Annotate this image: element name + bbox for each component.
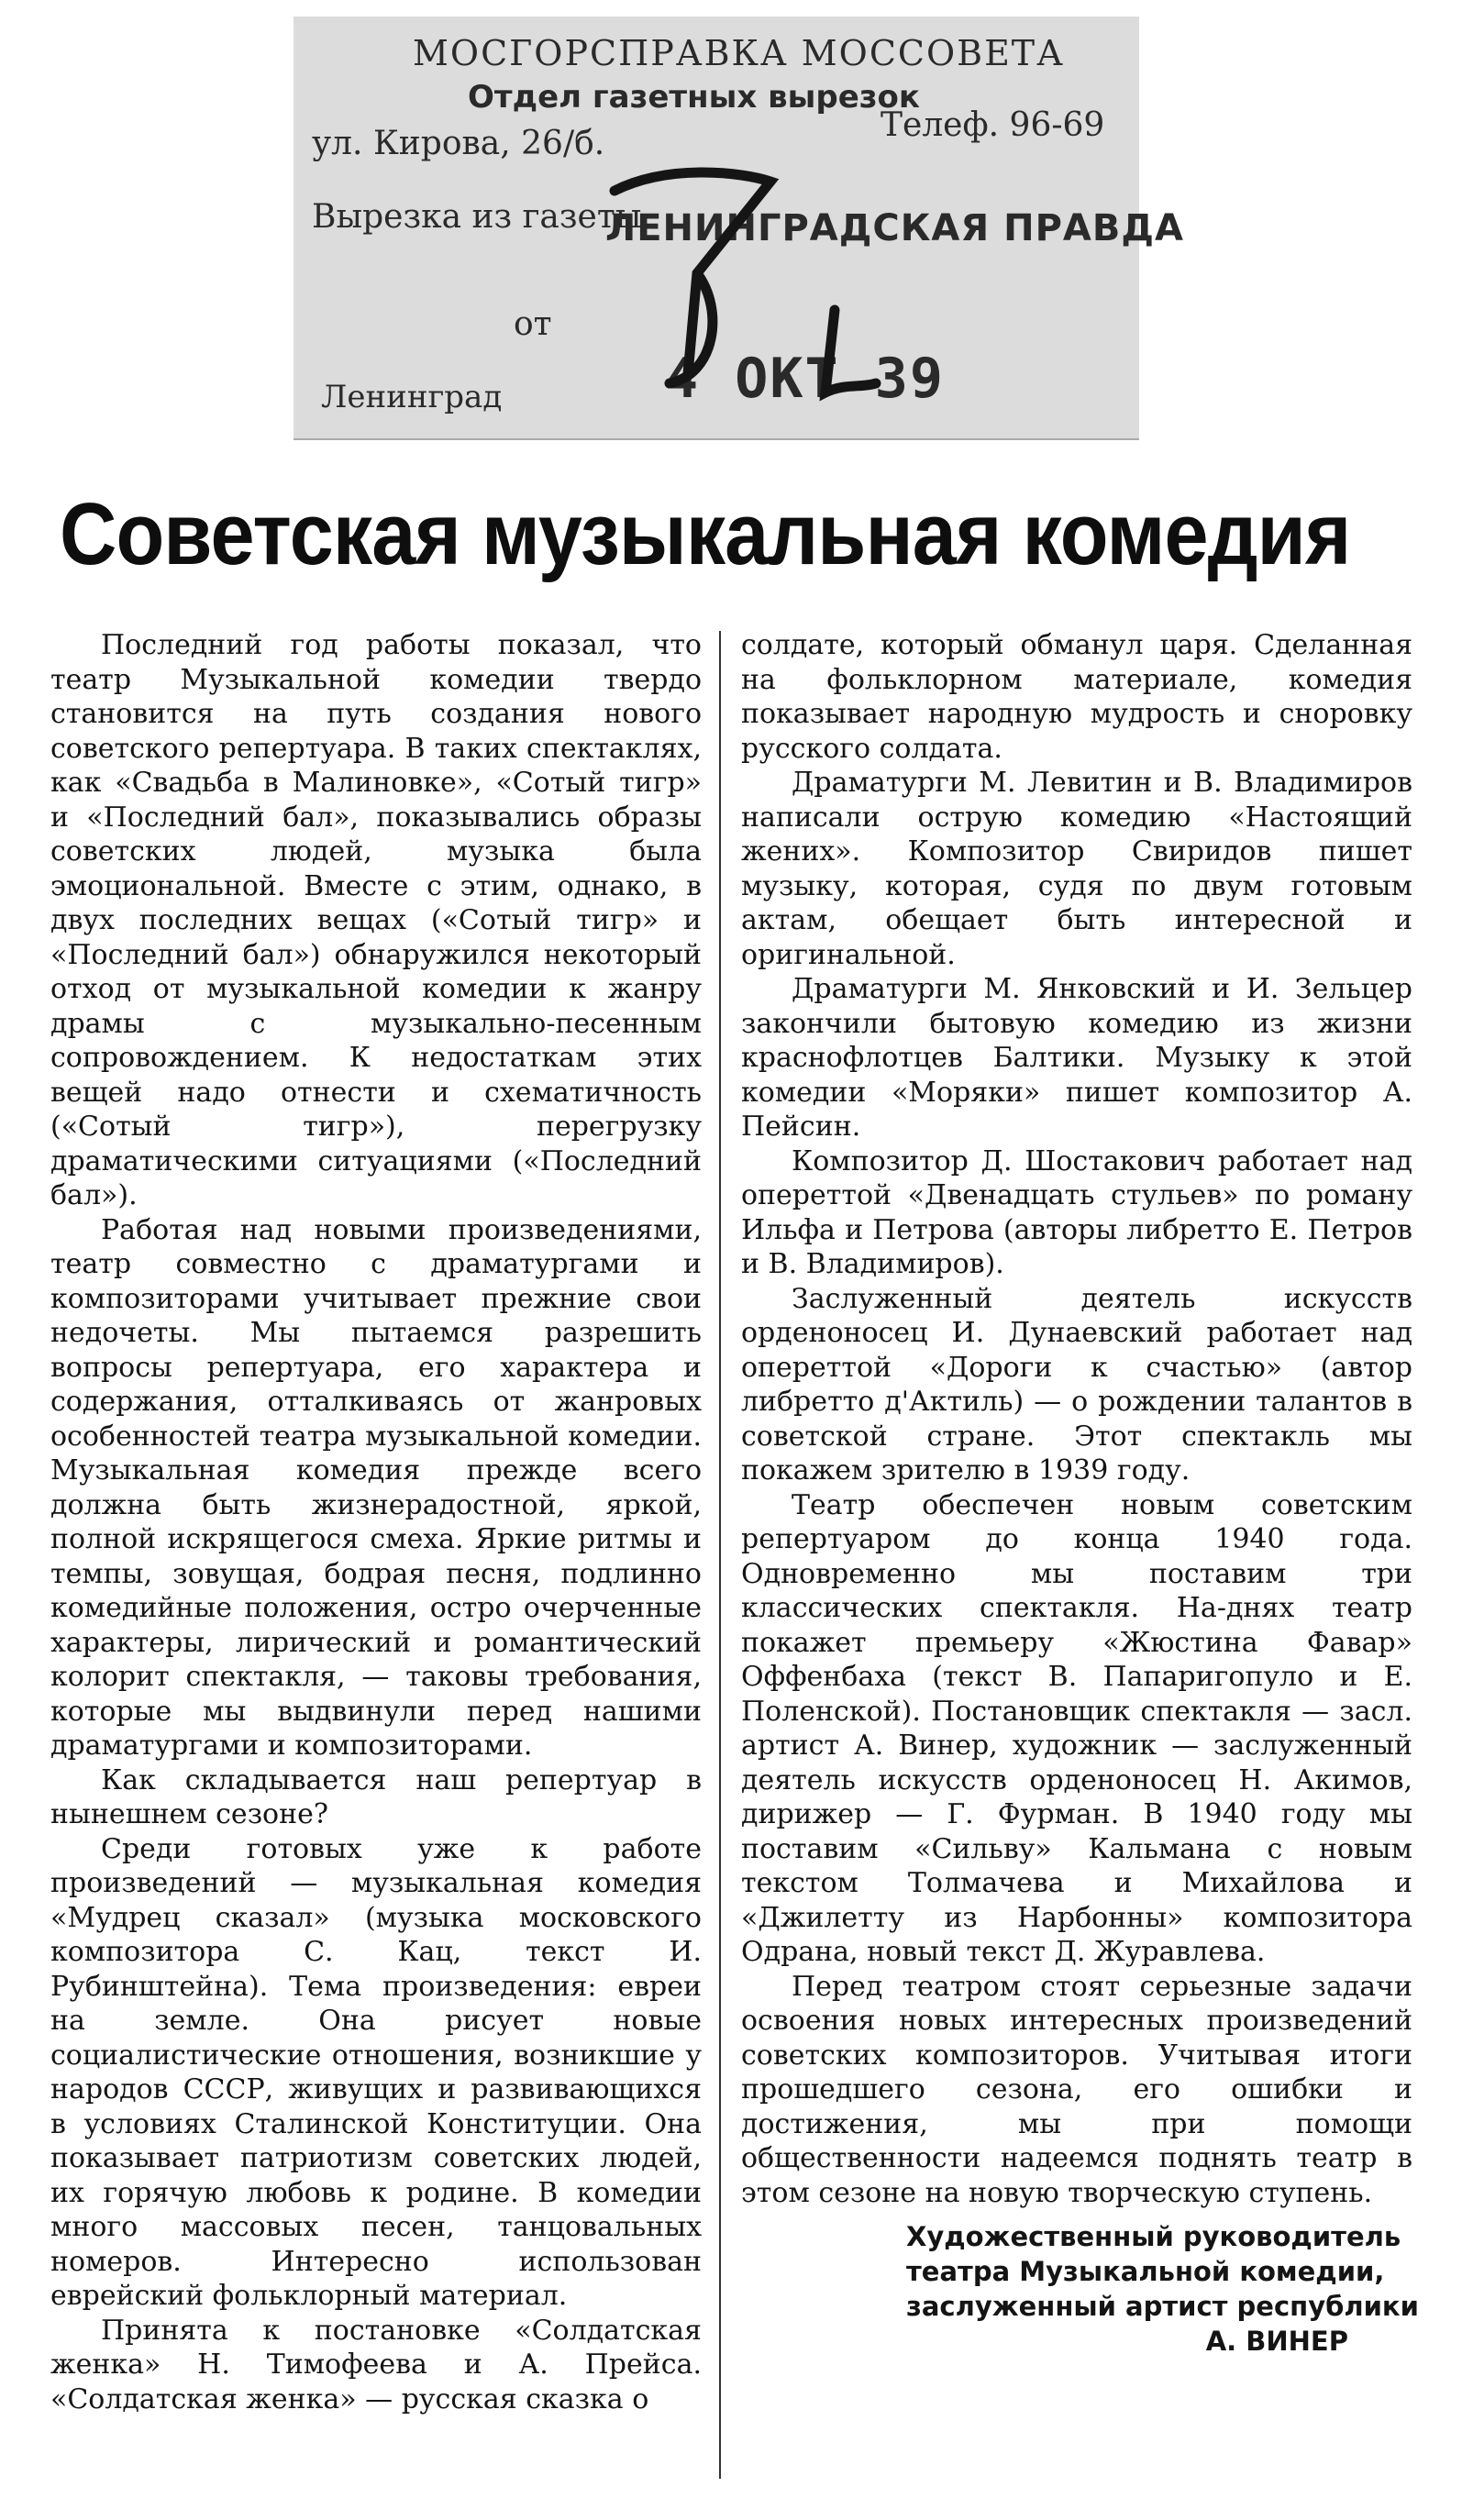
paragraph: Принята к постановке «Солдатская женка» Н. Тимофеева и А. Прейса. «Солдатская женка» — русская сказка о [50,2314,702,2415]
stamp-organization: МОСГОРСПРАВКА МОССОВЕТА [413,33,1065,73]
signature-author-name: А. ВИНЕР [1205,2326,1348,2357]
signature-title-line: заслуженный артист республики [906,2291,1419,2322]
stamp-address: ул. Кирова, 26/б. [312,125,605,162]
article-right-column [741,628,1419,2359]
paragraph: Композитор Д. Шостакович работает над опереттой «Двенадцать стульев» по роману Ильфа и Петрова (авторы либретто Е. Петров и В. Владимиров). [741,1144,1412,1280]
stamp-date: 4 ОКТ 39 [665,347,945,411]
stamp-clipping-label: Вырезка из газеты [312,198,642,236]
article-headline: Советская музыкальная комедия [60,485,1351,583]
paragraph: Как складывается наш репертуар в нынешнем сезоне? [50,1763,702,1830]
handwritten-mark-icon [559,154,890,429]
paragraph: солдате, который обманул царя. Сделанная на фольклорном материале, комедия показывает народную мудрость и сноровку русского солдата. [741,629,1412,765]
stamp-city: Ленинград [321,379,503,415]
paragraph: Среди готовых уже к работе произведений — музыкальная комедия «Мудрец сказал» (музыка московского композитора С. Кац, текст И. Рубинштейна). Тема произведения: евреи на земле. Она рисует новые социалистические отношения, возникшие у народов СССР, живущих и развивающихся в условиях Сталинской Конституции. Она показывает патриотизм советских людей, их горячую любовь к родине. В комедии много массовых песен, танцовальных номеров. Интересно использован еврейский фольклорный материал. [50,1832,702,2312]
signature-title-line: Художественный руководитель [906,2221,1401,2252]
paragraph: Перед театром стоят серьезные задачи освоения новых интересных произведений советских композиторов. Учитывая итоги прошедшего сезона, его ошибки и достижения, мы при помощи общественности надеемся поднять театр в этом сезоне на новую творческую ступень. [741,1970,1412,2209]
article-left-column [50,628,702,2416]
paragraph: Театр обеспечен новым советским репертуаром до конца 1940 года. Одновременно мы поставим три классических спектакля. На-днях театр покажет премьеру «Жюстина Фавар» Оффенбаха (текст В. Папаригопуло и Е. Поленской). Постановщик спектакля — засл. артист А. Винер, художник — заслуженный деятель искусств орденоносец Н. Акимов, дирижер — Г. Фурман. В 1940 году мы поставим «Сильву» Кальмана с новым текстом Толмачева и Михайлова и «Джилетту из Нарбонны» композитора Одрана, новый текст Д. Журавлева. [741,1488,1412,1968]
signature-title-line: театра Музыкальной комедии, [906,2256,1385,2287]
stamp-newspaper-name: ЛЕНИНГРАДСКАЯ ПРАВДА [605,207,1184,249]
stamp-phone: Телеф. 96-69 [881,106,1105,144]
stamp-department: Отдел газетных вырезок [468,79,920,116]
column-divider [719,631,721,2479]
paragraph: Драматурги М. Янковский и И. Зельцер закончили бытовую комедию из жизни краснофлотцев Балтики. Музыку к этой комедии «Моряки» пишет композитор А. Пейсин. [741,973,1412,1143]
paragraph: Работая над новыми произведениями, театр совместно с драматургами и композиторами учитывает прежние свои недочеты. Мы пытаемся разрешить вопросы репертуара, его характера и содержания, отталкиваясь от жанровых особенностей театра музыкальной комедии. Музыкальная комедия прежде всего должна быть жизнерадостной, яркой, полной искрящегося смеха. Яркие ритмы и темпы, зовущая, бодрая песня, подлинно комедийные положения, остро очерченные характеры, лирический и романтический колорит спектакля, — таковы требования, которые мы выдвинули перед нашими драматургами и композиторами. [50,1213,702,1762]
stamp-from-label: от [514,305,552,343]
paragraph: Драматурги М. Левитин и В. Владимиров написали острую комедию «Настоящий жених». Композитор Свиридов пишет музыку, которая, судя по двум готовым актам, обещает быть интересной и оригинальной. [741,767,1412,971]
author-signature [741,2219,1419,2359]
clipping-stamp [294,17,1184,440]
paragraph: Последний год работы показал, что театр Музыкальной комедии твердо становится на путь создания нового советского репертуара. В таких спектаклях, как «Свадьба в Малиновке», «Сотый тигр» и «Последний бал», показывались образы советских людей, музыка была эмоциональной. Вместе с этим, однако, в двух последних вещах («Сотый тигр» и «Последний бал») обнаружился некоторый отход от музыкальной комедии к жанру драмы с музыкально-песенным сопровождением. К недостаткам этих вещей надо отнести и схематичность («Сотый тигр»), перегрузку драматическими ситуациями («Последний бал»). [50,629,702,1211]
paragraph: Заслуженный деятель искусств орденоносец И. Дунаевский работает над опереттой «Дороги к счастью» (автор либретто д'Актиль) — о рождении талантов в советской стране. Этот спектакль мы покажем зрителю в 1939 году. [741,1282,1412,1487]
